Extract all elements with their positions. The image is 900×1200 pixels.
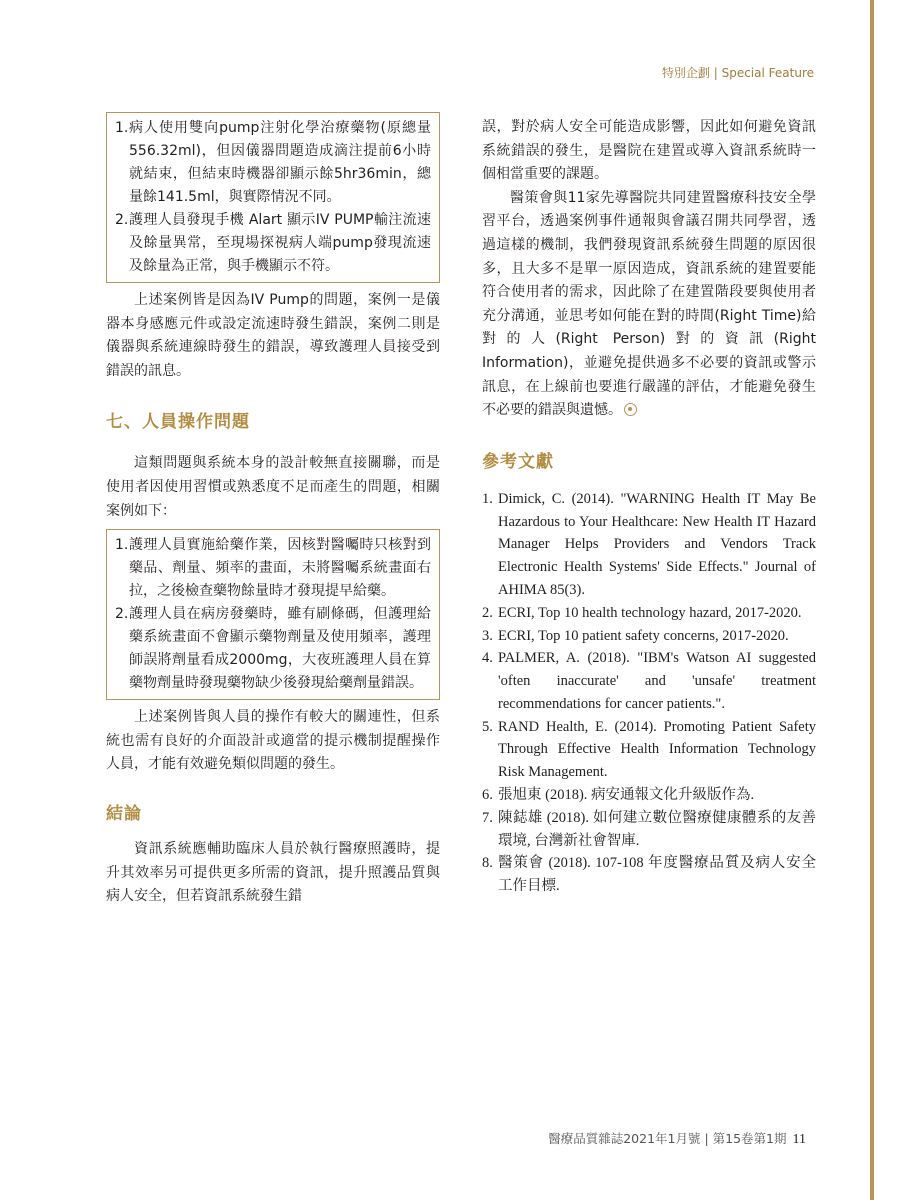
body-paragraph: 上述案例皆與人員的操作有較大的關連性，但系統也需有良好的介面設計或適當的提示機制提醒操作人員，才能有效避免類似問題的發生。 <box>106 709 440 773</box>
reference-item <box>482 602 816 625</box>
section-heading-conclusion: 結論 <box>106 803 142 824</box>
page-edge-bar <box>870 0 874 1200</box>
case-item-text: 護理人員實施給藥作業，因核對醫囑時只核對到藥品、劑量、頻率的畫面，未將醫囑系統畫面右拉，之後檢查藥物餘量時才發現提早給藥。 <box>129 537 431 600</box>
reference-item <box>482 647 816 715</box>
reference-item <box>482 784 816 807</box>
reference-number: 1. <box>482 490 493 507</box>
case-box-1 <box>106 112 440 283</box>
reference-number: 7. <box>482 809 493 826</box>
case-item-text: 護理人員發現手機 Alart 顯示IV PUMP輸注流速及餘量異常，至現場探視病人端pump發現流速及餘量為正常，與手機顯示不符。 <box>129 212 431 274</box>
case-item <box>115 117 431 209</box>
reference-text: Dimick, C. (2014). "WARNING Health IT May Be Hazardous to Your Healthcare: New Health IT Hazard Manager Helps Providers and Vendors Track Electronic Health Systems' Side Effects." Journal of AHIMA 85(3). <box>498 490 816 598</box>
reference-number: 8. <box>482 855 493 872</box>
case-item-text: 病人使用雙向pump注射化學治療藥物(原總量556.32ml)，但因儀器問題造成滴注提前6小時就結束，但結束時機器卻顯示餘5hr36min，總量餘141.5ml，與實際情況不同。 <box>129 120 431 205</box>
section-heading-staff-operation: 七、人員操作問題 <box>106 412 250 433</box>
reference-text: RAND Health, E. (2014). Promoting Patient Safety Through Effective Health Information Technology Risk Management. <box>498 718 816 781</box>
reference-text: 張旭東 (2018). 病安通報文化升級版作為. <box>498 787 755 804</box>
page-number: 11 <box>792 1132 806 1147</box>
reference-item <box>482 716 816 784</box>
case-item-number: 1. <box>115 120 129 136</box>
reference-number: 4. <box>482 650 493 667</box>
case-item-number: 2. <box>115 606 129 623</box>
body-paragraph: 這類問題與系統本身的設計較無直接關聯，而是使用者因使用習慣或熟悉度不足而產生的問題，相關案例如下： <box>106 455 440 519</box>
reference-text: ECRI, Top 10 patient safety concerns, 2017-2020. <box>498 627 789 644</box>
reference-item <box>482 807 816 853</box>
reference-text: 醫策會 (2018). 107-108 年度醫療品質及病人安全工作目標. <box>498 855 816 895</box>
end-mark-icon <box>624 403 637 416</box>
body-paragraph: 誤，對於病人安全可能造成影響，因此如何避免資訊系統錯誤的發生，是醫院在建置或導入資訊系統時一個相當重要的課題。 <box>482 119 816 183</box>
case-item-number: 1. <box>115 537 129 554</box>
body-paragraph: 上述案例皆是因為IV Pump的問題，案例一是儀器本身感應元件或設定流速時發生錯誤，案例二則是儀器與系統連線時發生的錯誤，導致護理人員接受到錯誤的訊息。 <box>106 292 440 379</box>
reference-number: 3. <box>482 627 493 644</box>
reference-item <box>482 852 816 898</box>
case-item <box>115 209 431 278</box>
reference-item <box>482 488 816 602</box>
case-item <box>115 534 431 603</box>
reference-number: 6. <box>482 787 493 804</box>
reference-item <box>482 625 816 648</box>
case-item <box>115 603 431 695</box>
section-label: 特別企劃 | Special Feature <box>661 66 814 80</box>
case-item-text: 護理人員在病房發藥時，雖有刷條碼，但護理給藥系統畫面不會顯示藥物劑量及使用頻率，護理師誤將劑量看成2000mg，大夜班護理人員在算藥物劑量時發現藥物缺少後發現給藥劑量錯誤。 <box>129 606 431 692</box>
body-paragraph <box>482 187 816 423</box>
reference-text: 陳鋕雄 (2018). 如何建立數位醫療健康體系的友善環境, 台灣新社會智庫. <box>498 809 816 849</box>
case-box-2 <box>106 529 440 700</box>
body-paragraph-text: 醫策會與11家先導醫院共同建置醫療科技安全學習平台，透過案例事件通報與會議召開共同學習，透過這樣的機制，我們發現資訊系統發生問題的原因很多，且大多不是單一原因造成，資訊系統的建置要能符合使用者的需求，因此除了在建置階段要與使用者充分溝通，並思考如何能在對的時間(Right Time)給對的人(Right Person)對的資訊(Right Information)，並避免提供過多不必要的資訊或警示訊息，在上線前也要進行嚴謹的評估，才能避免發生不必要的錯誤與遺憾。 <box>482 189 816 419</box>
reference-text: ECRI, Top 10 health technology hazard, 2017-2020. <box>498 604 802 621</box>
reference-text: PALMER, A. (2018). "IBM's Watson AI suggested 'often inaccurate' and 'unsafe' treatment recommendations for cancer patients.". <box>498 650 816 712</box>
page-footer <box>548 1129 806 1148</box>
reference-number: 2. <box>482 604 493 621</box>
journal-issue: 醫療品質雜誌2021年1月號 | 第15卷第1期 <box>548 1131 787 1146</box>
body-paragraph: 資訊系統應輔助臨床人員於執行醫療照護時，提升其效率另可提供更多所需的資訊，提升照護品質與病人安全，但若資訊系統發生錯 <box>106 840 440 905</box>
section-heading-references: 參考文獻 <box>482 451 554 472</box>
reference-list <box>482 488 816 898</box>
case-item-number: 2. <box>115 212 129 228</box>
right-column <box>482 116 816 898</box>
left-column <box>106 112 440 909</box>
reference-number: 5. <box>482 718 493 735</box>
